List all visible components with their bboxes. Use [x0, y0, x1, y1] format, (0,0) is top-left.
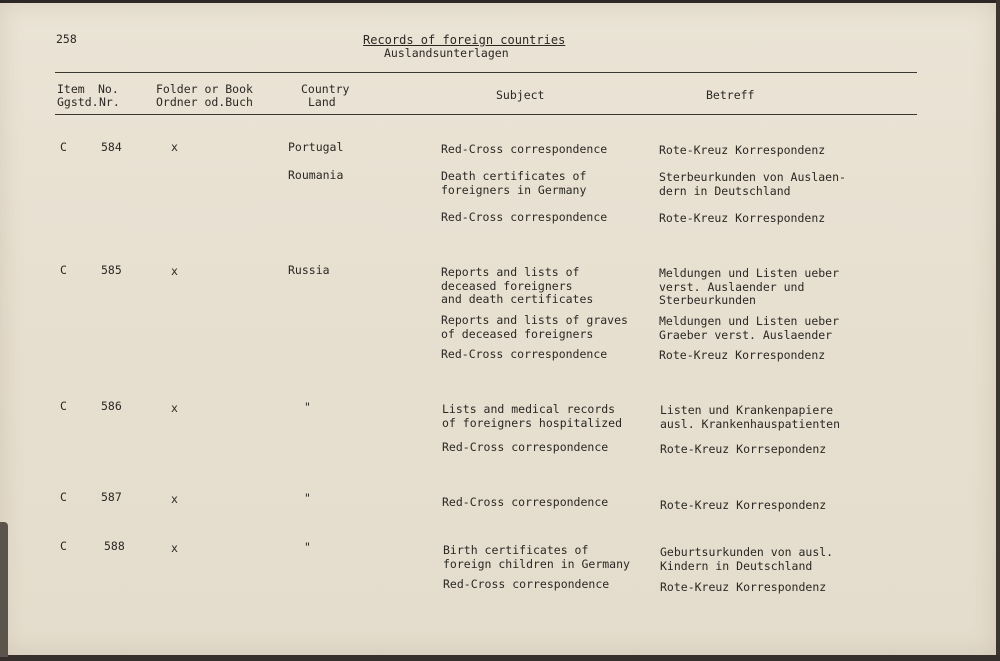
row-betreff: Listen und Krankenpapiere ausl. Krankenhauspatienten	[660, 403, 841, 431]
row-item: C	[60, 539, 67, 553]
row-country: "	[304, 540, 311, 554]
row-betreff: Meldungen und Listen ueber Graeber verst. Auslaender	[659, 314, 840, 342]
row-item: C	[60, 490, 67, 504]
row-betreff: Rote-Kreuz Korrespondenz	[660, 580, 827, 594]
document-subtitle: Auslandsunterlagen	[384, 46, 509, 60]
row-betreff: Rote-Kreuz Korrespondenz	[659, 348, 826, 362]
row-folder: x	[171, 264, 178, 278]
row-betreff: Rote-Kreuz Korrespondenz	[659, 211, 826, 225]
row-betreff: Meldungen und Listen ueber verst. Auslaender und Sterbeurkunden	[659, 266, 840, 307]
page-edge-bottom	[0, 655, 1000, 661]
row-subject: Red-Cross correspondence	[441, 210, 608, 224]
row-country: Russia	[288, 263, 330, 277]
header-bottom-rule	[55, 114, 917, 115]
row-subject: Birth certificates of foreign children in Germany	[443, 543, 630, 571]
row-country: "	[304, 400, 311, 414]
row-subject: Lists and medical records of foreigners hospitalized	[442, 402, 623, 430]
row-subject: Reports and lists of graves of deceased foreigners	[441, 313, 628, 341]
header-folder: Folder or Book	[156, 82, 253, 96]
row-no: 584	[101, 140, 122, 154]
row-country: Roumania	[288, 168, 344, 182]
row-subject: Death certificates of foreigners in Germany	[441, 169, 587, 197]
row-subject: Red-Cross correspondence	[441, 347, 608, 361]
binding-edge	[0, 522, 8, 657]
row-folder: x	[171, 541, 178, 555]
row-betreff: Rote-Kreuz Korrespondenz	[659, 143, 826, 157]
row-no: 588	[104, 539, 125, 553]
row-no: 587	[101, 490, 122, 504]
header-land: Land	[308, 95, 336, 109]
header-item: Item	[57, 82, 85, 96]
row-item: C	[60, 140, 67, 154]
row-betreff: Rote-Kreuz Korrsepondenz	[660, 442, 827, 456]
row-no: 585	[101, 263, 122, 277]
header-betreff: Betreff	[706, 88, 755, 102]
header-nr: Nr.	[99, 95, 120, 109]
row-betreff: Geburtsurkunden von ausl. Kindern in Deutschland	[660, 545, 834, 573]
row-betreff: Rote-Kreuz Korrespondenz	[660, 498, 827, 512]
row-betreff: Sterbeurkunden von Auslaen- dern in Deutschland	[659, 170, 846, 198]
header-top-rule	[55, 72, 917, 73]
row-no: 586	[101, 399, 122, 413]
row-folder: x	[171, 140, 178, 154]
header-ordner: Ordner od.Buch	[156, 95, 253, 109]
header-no: No.	[98, 82, 119, 96]
row-subject: Red-Cross correspondence	[441, 142, 608, 156]
row-subject: Red-Cross correspondence	[442, 440, 609, 454]
document-page	[0, 3, 996, 655]
row-subject: Red-Cross correspondence	[442, 495, 609, 509]
row-item: C	[60, 263, 67, 277]
row-subject: Red-Cross correspondence	[443, 577, 610, 591]
row-subject: Reports and lists of deceased foreigners and death certificates	[441, 265, 594, 306]
row-folder: x	[171, 401, 178, 415]
header-ggstd: Ggstd.	[57, 95, 99, 109]
row-item: C	[60, 399, 67, 413]
header-subject: Subject	[496, 88, 545, 102]
document-title: Records of foreign countries	[363, 33, 566, 47]
row-folder: x	[171, 492, 178, 506]
header-country: Country	[301, 82, 350, 96]
row-country: Portugal	[288, 140, 344, 154]
page-edge-right	[996, 0, 1000, 661]
page-number: 258	[56, 32, 77, 46]
row-country: "	[304, 491, 311, 505]
